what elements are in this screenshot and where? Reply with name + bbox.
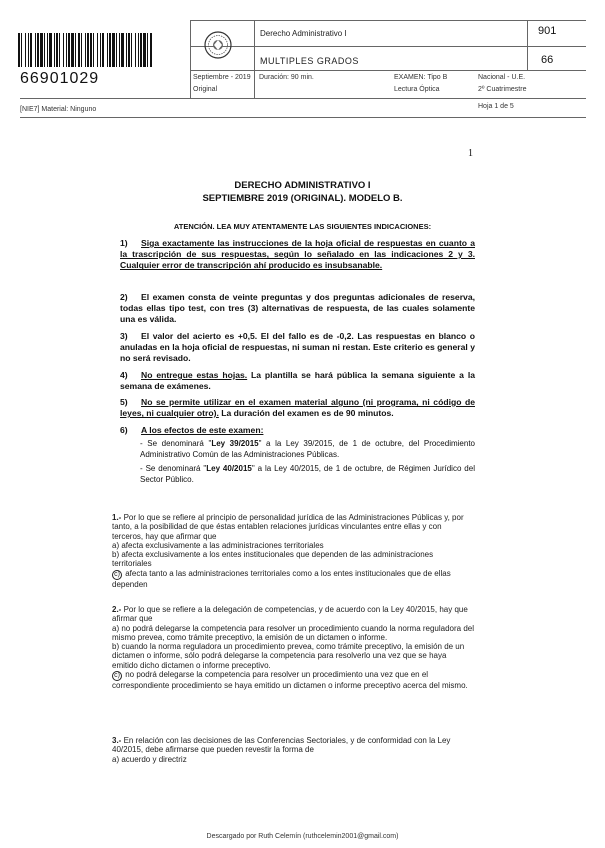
barcode-bar bbox=[30, 33, 32, 67]
barcode-bar bbox=[138, 33, 139, 67]
instruction-text: El valor del acierto es +0,5. El del fallo es de -0,2. Las respuestas en blanco o anuladas en la hoja oficial de respuestas, ni suman ni restan. Este criterio es general y no será revisado. bbox=[120, 331, 475, 364]
barcode-bar bbox=[135, 33, 136, 67]
exam-version: Original bbox=[193, 86, 218, 93]
semester: 2º Cuatrimestre bbox=[478, 86, 527, 93]
barcode-bar bbox=[116, 33, 117, 67]
question-text: Por lo que se refiere a la delegación de competencias, y de acuerdo con la Ley 40/2015, hay que afirmar que bbox=[112, 605, 468, 624]
option-letter: b) bbox=[112, 550, 120, 560]
definition-item bbox=[140, 463, 475, 485]
barcode-bar bbox=[147, 33, 148, 67]
barcode-bar bbox=[66, 33, 67, 67]
barcode-bar bbox=[75, 33, 76, 67]
marked-answer-letter: c) bbox=[114, 570, 120, 578]
barcode-bar bbox=[18, 33, 20, 67]
barcode-bar bbox=[63, 33, 64, 67]
answer-option bbox=[112, 541, 474, 550]
option-letter: b) bbox=[112, 642, 120, 652]
materials-allowed: [NIE7] Material: Ninguno bbox=[20, 106, 97, 113]
document-title: DERECHO ADMINISTRATIVO I bbox=[234, 180, 371, 191]
instruction-item bbox=[120, 425, 475, 436]
instruction-underlined-text: A los efectos de este examen: bbox=[141, 425, 264, 435]
barcode-bar bbox=[140, 33, 142, 67]
question-text: Por lo que se refiere al principio de personalidad jurídica de las Administraciones Públicas y, por tanto, a la posibilidad de que éstas entablen relaciones jurídicas vinculantes entre ellas y con terceros, hay que afirmar que bbox=[112, 513, 464, 541]
instruction-number: 2) bbox=[120, 292, 128, 302]
barcode-bar bbox=[59, 33, 60, 67]
instruction-item bbox=[120, 397, 475, 419]
definition-item bbox=[140, 438, 475, 460]
barcode-bar bbox=[47, 33, 48, 67]
exam-model: EXAMEN: Tipo B bbox=[394, 74, 448, 81]
answer-option bbox=[112, 642, 474, 670]
subject-name: Derecho Administrativo I bbox=[260, 29, 347, 38]
question-item bbox=[112, 513, 474, 589]
option-letter: a) bbox=[112, 540, 120, 550]
instruction-text: La duración del examen es de 90 minutos. bbox=[218, 408, 394, 419]
barcode-bar bbox=[54, 33, 55, 67]
sheet-number: Hoja 1 de 5 bbox=[478, 103, 514, 110]
answer-option bbox=[112, 670, 474, 690]
instruction-text: El examen consta de veinte preguntas y dos preguntas adicionales de reserva, todas ellas tipo test, con tres (3) alternativas de respuesta, de las cuales solamente una es válida. bbox=[120, 292, 475, 325]
question-number: 2.- bbox=[112, 605, 122, 614]
exam-duration: Duración: 90 min. bbox=[259, 74, 314, 81]
definition-prefix: - Se denominará " bbox=[140, 464, 207, 473]
course-code: 901 bbox=[538, 25, 557, 37]
barcode-bar bbox=[128, 33, 130, 67]
instruction-item bbox=[120, 292, 475, 326]
barcode-bar bbox=[56, 33, 58, 67]
instruction-number: 4) bbox=[120, 370, 128, 380]
option-text: afecta exclusivamente a los entes institucionales que dependen de las administraciones territoriales bbox=[112, 550, 434, 569]
option-letter: a) bbox=[112, 754, 120, 764]
answer-option bbox=[112, 624, 474, 643]
instruction-underlined-text: No se permite utilizar en el examen material alguno (ni programa, ni código de leyes, ni cualquier otro). bbox=[120, 397, 475, 419]
barcode-bar bbox=[119, 33, 120, 67]
exam-type: MULTIPLES GRADOS bbox=[260, 56, 359, 66]
barcode-bar bbox=[35, 33, 36, 67]
barcode-bar bbox=[150, 33, 152, 67]
barcode-bar bbox=[121, 33, 124, 67]
barcode-bar bbox=[85, 33, 86, 67]
barcode-bar bbox=[28, 33, 29, 67]
option-text: afecta exclusivamente a las administraciones territoriales bbox=[119, 540, 324, 550]
definition-term: Ley 39/2015 bbox=[211, 439, 259, 448]
barcode-bar bbox=[49, 33, 52, 67]
instruction-underlined-text: No entregue estas hojas. bbox=[141, 370, 248, 380]
option-text: no podrá delegarse la competencia para resolver un procedimiento una vez que en el correspondiente procedimiento se haya emitido un dictamen o informe preceptivo acerca del mismo. bbox=[112, 670, 468, 691]
barcode-number: 66901029 bbox=[20, 70, 100, 87]
barcode-bar bbox=[87, 33, 89, 67]
barcode-bar bbox=[100, 33, 101, 67]
question-number: 3.- bbox=[112, 736, 122, 745]
question-item bbox=[112, 605, 474, 690]
answer-option bbox=[112, 569, 474, 589]
exam-date: Septiembre - 2019 bbox=[193, 74, 251, 81]
question-item bbox=[112, 736, 474, 764]
definition-prefix: - Se denominará " bbox=[140, 439, 212, 448]
barcode-bar bbox=[107, 33, 108, 67]
question-number: 1.- bbox=[112, 513, 122, 522]
barcode-bar bbox=[37, 33, 39, 67]
question-text: En relación con las decisiones de las Conferencias Sectoriales, y de conformidad con la Ley 40/2015, debe afirmarse que pueden revestir la forma de bbox=[112, 736, 451, 755]
barcode-bar bbox=[143, 33, 146, 67]
option-text: cuando la norma reguladora un procedimiento prevea, como trámite preceptivo, la emisión de un dictamen o informe, sólo podrá delegarse la competencia para resolverlo una vez que se haya emitido dicho dictamen o informe preceptivo. bbox=[112, 642, 465, 670]
definition-text: " a la Ley 39/2015, de 1 de octubre, del Procedimiento Administrativo Común de las Administraciones Públicas. bbox=[140, 439, 475, 460]
instruction-item bbox=[120, 331, 475, 365]
handwritten-circle-mark bbox=[112, 570, 122, 580]
barcode-bar bbox=[40, 33, 43, 67]
barcode-bar bbox=[102, 33, 104, 67]
answer-option bbox=[112, 755, 474, 764]
answer-option bbox=[112, 550, 474, 569]
instruction-text: La plantilla se hará pública la semana siguiente a la semana de exámenes. bbox=[120, 370, 475, 392]
barcode-bar bbox=[131, 33, 132, 67]
marked-answer-letter: c) bbox=[114, 672, 120, 680]
instruction-number: 6) bbox=[120, 425, 128, 435]
option-text: acuerdo y directriz bbox=[119, 754, 187, 764]
barcode-bar bbox=[93, 33, 94, 67]
barcode-bar bbox=[71, 33, 74, 67]
option-text: afecta tanto a las administraciones territoriales como a los entes institucionales que de ellas dependen bbox=[112, 568, 451, 589]
instruction-number: 3) bbox=[120, 331, 128, 341]
question-stem bbox=[112, 513, 474, 541]
option-letter: a) bbox=[112, 623, 120, 633]
barcode-bar bbox=[112, 33, 115, 67]
barcode-bar bbox=[81, 33, 82, 67]
barcode bbox=[18, 33, 153, 67]
barcode-bar bbox=[109, 33, 111, 67]
page-number: 1 bbox=[468, 148, 473, 159]
instruction-item bbox=[120, 370, 475, 392]
exam-scope: Nacional - U.E. bbox=[478, 74, 526, 81]
handwritten-circle-mark bbox=[112, 671, 122, 681]
instruction-number: 5) bbox=[120, 397, 128, 407]
option-text: no podrá delegarse la competencia para resolver un procedimiento cuando la norma reguladora del mismo prevea, como trámite preceptivo, la emisión de un dictamen o informe. bbox=[112, 623, 475, 642]
instruction-underlined-text: Siga exactamente las instrucciones de la hoja oficial de respuestas en cuanto a la trascripción de sus respuestas, según lo señalado en las indicaciones 2 y 3. Cualquier error de transcripción ahí producido es insubsanable. bbox=[120, 238, 475, 271]
barcode-bar bbox=[68, 33, 70, 67]
barcode-bar bbox=[90, 33, 92, 67]
barcode-bar bbox=[44, 33, 45, 67]
barcode-bar bbox=[21, 33, 22, 67]
barcode-bar bbox=[97, 33, 98, 67]
definition-term: Ley 40/2015 bbox=[206, 464, 252, 473]
instruction-number: 1) bbox=[120, 238, 128, 248]
instruction-item bbox=[120, 238, 475, 272]
page-count: 66 bbox=[541, 54, 554, 66]
download-footer: Descargado por Ruth Celemín (ruthcelemin2001@gmail.com) bbox=[206, 833, 399, 840]
question-stem bbox=[112, 605, 474, 624]
attention-heading: ATENCIÓN. LEA MUY ATENTAMENTE LAS SIGUIENTES INDICACIONES: bbox=[173, 222, 432, 231]
barcode-bar bbox=[126, 33, 127, 67]
definition-text: " a la Ley 40/2015, de 1 de octubre, de Régimen Jurídico del Sector Público. bbox=[140, 464, 475, 485]
document-subtitle: SEPTIEMBRE 2019 (ORIGINAL). MODELO B. bbox=[202, 193, 403, 204]
question-stem bbox=[112, 736, 474, 755]
barcode-bar bbox=[78, 33, 80, 67]
reading-method: Lectura Óptica bbox=[394, 86, 440, 93]
university-seal-icon bbox=[203, 30, 233, 60]
barcode-bar bbox=[25, 33, 26, 67]
